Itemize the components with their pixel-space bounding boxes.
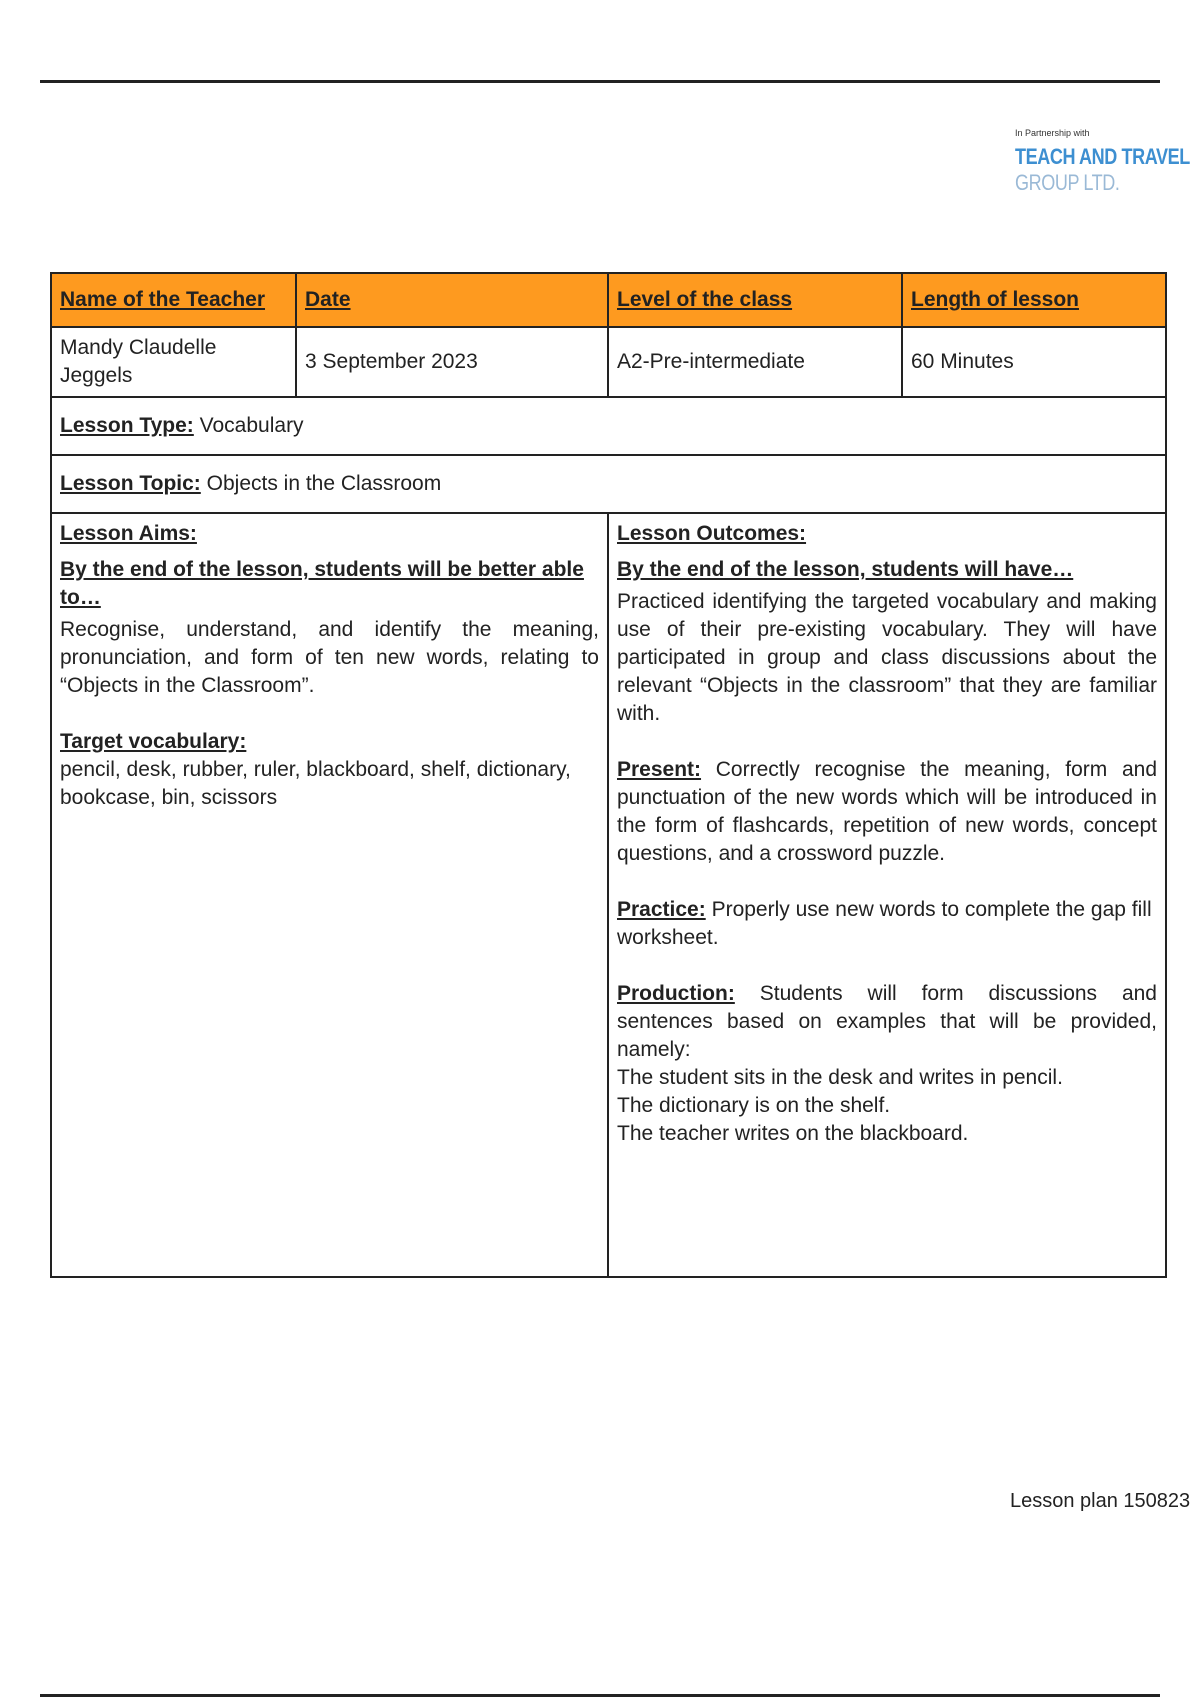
practice-text: Properly use new words to complete the gap fill worksheet. [617,898,1152,949]
bottom-rule [40,1694,1160,1697]
lesson-topic [51,455,1166,513]
aims-outcomes-row [51,513,1166,1277]
lesson-outcomes-cell [608,513,1166,1277]
info-row [51,327,1166,397]
lesson-topic-label: Lesson Topic: [60,472,201,495]
practice-block [617,896,1157,952]
header-date: Date [296,273,608,327]
partner-logo [1015,128,1190,196]
outcomes-title: Lesson Outcomes: [617,522,807,545]
lesson-aims-cell [51,513,608,1277]
aims-subtitle: By the end of the lesson, students will be better able to… [60,558,584,609]
header-row [51,273,1166,327]
aims-text: Recognise, understand, and identify the meaning, pronunciation, and form of ten new words, relating to “Objects in the Classroom”. [60,618,599,697]
top-rule [40,80,1160,83]
aims-title: Lesson Aims: [60,522,197,545]
lesson-type-row [51,397,1166,455]
header-length: Length of lesson [902,273,1166,327]
vocab-title: Target vocabulary: [60,730,247,753]
production-text: Students will form discussions and sentences based on examples that will be provided, namely: [617,982,1157,1061]
lesson-length: 60 Minutes [902,327,1166,397]
vocab-list: pencil, desk, rubber, ruler, blackboard, shelf, dictionary, bookcase, bin, scissors [60,758,571,809]
teacher-name: Mandy Claudelle Jeggels [51,327,296,397]
partner-name-line2: GROUP LTD. [1015,170,1120,195]
present-text: Correctly recognise the meaning, form and punctuation of the new words which will be introduced in the form of flashcards, repetition of new words, concept questions, and a crossword puzzle. [617,758,1157,865]
lesson-date: 3 September 2023 [296,327,608,397]
example-sentence: The dictionary is on the shelf. [617,1094,891,1117]
partner-name-line1: TEACH AND TRAVEL [1015,144,1190,169]
production-label: Production: [617,982,735,1005]
lesson-type-value: Vocabulary [199,414,304,437]
header-level: Level of the class [608,273,902,327]
header-teacher: Name of the Teacher [51,273,296,327]
example-sentence: The student sits in the desk and writes in pencil. [617,1066,1063,1089]
present-block [617,756,1157,868]
lesson-type-label: Lesson Type: [60,414,194,437]
lesson-topic-row [51,455,1166,513]
lesson-plan-table [50,272,1167,1278]
lesson-topic-value: Objects in the Classroom [206,472,442,495]
lesson-type [51,397,1166,455]
footer-lesson-id: Lesson plan 150823 [1010,1490,1191,1512]
present-label: Present: [617,758,702,781]
outcomes-subtitle: By the end of the lesson, students will have… [617,558,1074,581]
partner-caption: In Partnership with [1015,128,1090,138]
example-sentence: The teacher writes on the blackboard. [617,1122,969,1145]
class-level: A2-Pre-intermediate [608,327,902,397]
practice-label: Practice: [617,898,706,921]
outcomes-text: Practiced identifying the targeted vocabulary and making use of their pre-existing vocabulary. They will have participated in group and class discussions about the relevant “Objects in the classroom” that they are familiar with. [617,590,1157,725]
production-block [617,980,1157,1064]
